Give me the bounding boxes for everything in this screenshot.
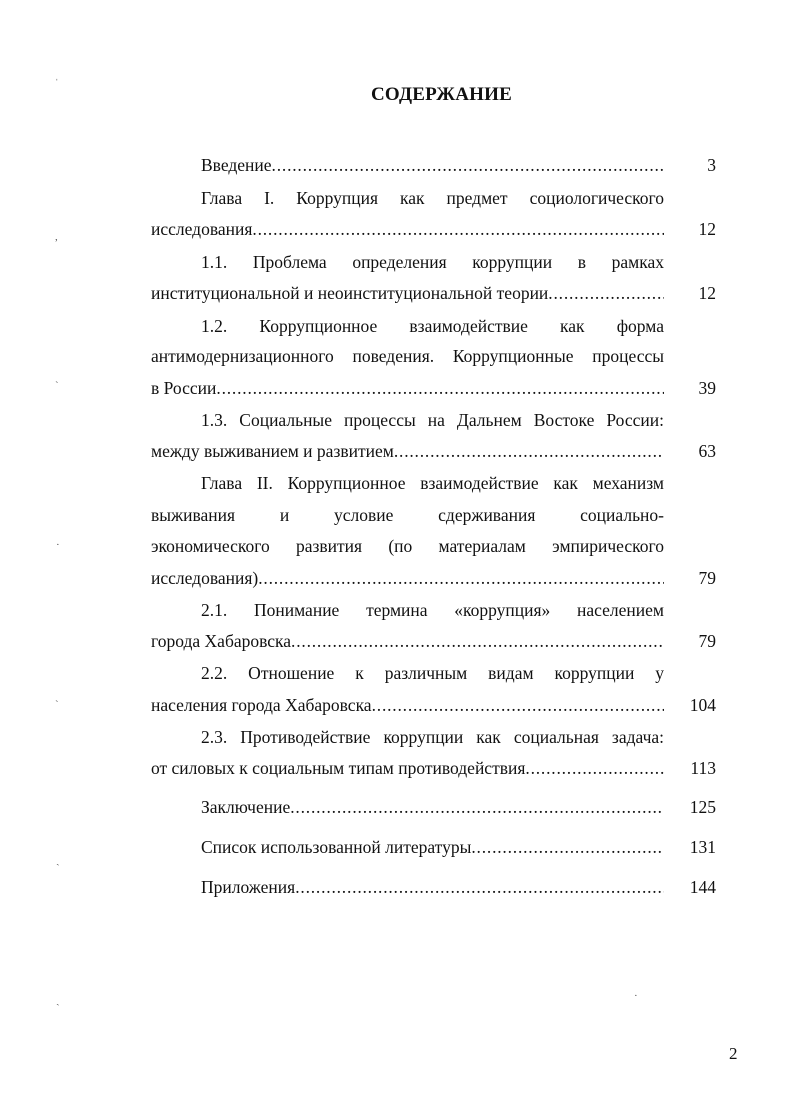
dot-leader [471, 836, 664, 858]
toc-entry-text: Введение [201, 155, 272, 175]
toc-page-number: 104 [689, 695, 716, 715]
toc-entry-chapter-2-line: экономического развития (по материалам эмпирического [151, 536, 664, 556]
toc-entry-text: Список использованной литературы [201, 837, 472, 857]
toc-page-number: 125 [689, 797, 716, 817]
dot-leader [216, 377, 664, 399]
toc-entry-appendices [201, 876, 664, 898]
toc-entry-section-1-1-line: 1.1. Проблема определения коррупции в рамках [201, 252, 664, 272]
scan-speck: · [634, 990, 638, 1002]
toc-entry-chapter-1-line: Глава I. Коррупция как предмет социологического [201, 188, 664, 208]
scan-speck: ˈ [55, 77, 59, 89]
toc-page-number: 113 [690, 758, 716, 778]
dot-leader [394, 440, 664, 462]
toc-page-number: 63 [698, 441, 716, 461]
dot-leader [548, 282, 664, 304]
toc-page-number: 12 [698, 219, 716, 239]
toc-entry-section-1-1 [151, 282, 664, 304]
toc-entry-section-1-3 [151, 440, 664, 462]
toc-page-number: 79 [698, 631, 716, 651]
toc-entry-text: от силовых к социальным типам противодействия [151, 758, 526, 778]
toc-entry-text: исследования) [151, 568, 259, 588]
toc-entry-conclusion [201, 796, 664, 818]
dot-leader [525, 757, 664, 779]
toc-entry-section-2-2 [151, 694, 664, 716]
toc-entry-chapter-2-line: выживания и условие сдерживания социально- [151, 505, 664, 525]
dot-leader [258, 567, 664, 589]
scan-speck: ˏ [56, 854, 60, 866]
toc-entry-section-2-2-line: 2.2. Отношение к различным видам коррупции у [201, 663, 664, 683]
dot-leader [272, 154, 664, 176]
toc-entry-intro [201, 154, 664, 176]
toc-page-number: 12 [698, 283, 716, 303]
toc-entry-section-1-2 [151, 377, 664, 399]
toc-entry-text: институциональной и неоинституциональной теории [151, 283, 549, 303]
dot-leader [290, 796, 664, 818]
toc-entry-chapter-2-line: Глава II. Коррупционное взаимодействие как механизм [201, 473, 664, 493]
toc-page-number: 144 [689, 877, 716, 897]
toc-entry-section-2-1 [151, 630, 664, 652]
toc-entry-text: в России [151, 378, 217, 398]
toc-entry-chapter-2 [151, 567, 664, 589]
toc-entry-section-1-2-line: антимодернизационного поведения. Коррупционные процессы [151, 346, 664, 366]
toc-entry-text: Приложения [201, 877, 296, 897]
page-number: 2 [729, 1044, 738, 1063]
scan-speck: ˋ [55, 380, 59, 392]
toc-entry-section-2-3-line: 2.3. Противодействие коррупции как социальная задача: [201, 727, 664, 747]
scan-speck: · [56, 539, 60, 551]
toc-entry-text: города Хабаровска [151, 631, 292, 651]
dot-leader [252, 218, 664, 240]
toc-entry-text: исследования [151, 219, 253, 239]
scan-speck: , [55, 231, 58, 243]
toc-page-number: 39 [698, 378, 716, 398]
toc-page-number: 79 [698, 568, 716, 588]
page-title: СОДЕРЖАНИЕ [371, 84, 512, 105]
toc-entry-section-1-3-line: 1.3. Социальные процессы на Дальнем Востоке России: [201, 410, 664, 430]
toc-page-number: 3 [707, 155, 716, 175]
toc-entry-text: населения города Хабаровска [151, 695, 372, 715]
dot-leader [372, 694, 664, 716]
toc-entry-text: между выживанием и развитием [151, 441, 394, 461]
toc-entry-section-2-3 [151, 757, 664, 779]
toc-entry-chapter-1 [151, 218, 664, 240]
toc-entry-section-2-1-line: 2.1. Понимание термина «коррупция» населением [201, 600, 664, 620]
toc-entry-text: Заключение [201, 797, 291, 817]
dot-leader [291, 630, 664, 652]
scan-speck: ˏ [56, 994, 60, 1006]
toc-entry-section-1-2-line: 1.2. Коррупционное взаимодействие как форма [201, 316, 664, 336]
scan-speck: ˋ [55, 699, 59, 711]
dot-leader [295, 876, 664, 898]
toc-page-number: 131 [689, 837, 716, 857]
toc-entry-references [201, 836, 664, 858]
